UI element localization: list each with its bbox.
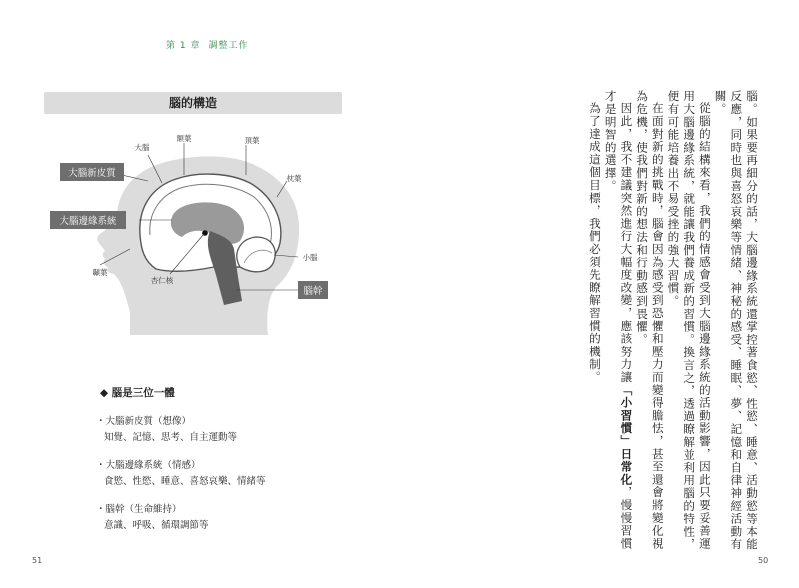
paragraph [602,90,633,562]
item-description: 意識、呼吸、循環調節等 [104,520,209,531]
page-number-right: 50 [758,556,769,565]
item-description: 知覺、記憶、思考、自主運動等 [104,432,238,443]
chapter-header [166,38,256,51]
highlight-phrase: 「小習慣」日常化 [619,383,634,486]
label-brainstem: 腦幹 [303,286,323,297]
chapter-number: 第 1 章 [166,41,201,51]
page-number-left: 51 [32,556,43,565]
item-title: ・大腦新皮質（想像） [96,416,192,427]
list-item [96,458,266,490]
item-description: 食慾、性慾、睡意、喜怒哀樂、情緒等 [104,476,266,487]
paragraph: 腦。如果要再細分的話，大腦邊緣系統還掌控著食慾、性慾、睡意、活動慾等本能反應，同時也與喜怒哀樂等情緒、神秘的感受、睡眠、夢、記憶和自律神經活動有關。 [713,90,759,551]
section-heading: ◆ 腦是三位一體 [100,387,175,399]
label-temporal-lobe: 顳葉 [92,268,108,277]
brain-parts-list [96,414,266,546]
chapter-title: 調整工作 [208,41,249,51]
list-item [96,414,266,446]
list-item [96,502,266,534]
label-cerebrum: 大腦 [134,143,150,152]
text-run: 因此，我不建議突然進行大幅度改變，應該努力讓 [619,101,634,384]
label-occipital-lobe: 枕葉 [286,174,302,183]
label-neocortex: 大腦新皮質 [68,168,116,179]
text-run: ，慢慢習慣才是明智的選擇。 [603,90,634,550]
label-amygdala: 杏仁核 [150,276,174,285]
figure-title: 腦的構造 [44,92,342,114]
item-title: ・腦幹（生命維持） [96,504,182,515]
paragraph: 為了達成這個目標，我們必須先瞭解習慣的機制。 [587,101,602,384]
vertical-body-text [586,90,759,562]
paragraph: 在面對新的挑戰時，腦會因為感受到恐懼和壓力而變得膽怯，甚至還會將變化視為危機，使我們對新的想法和行動感到畏懼。 [635,90,665,550]
brain-diagram [44,125,344,370]
paragraph: 從腦的結構來看，我們的情感會受到大腦邊緣系統的活動影響，因此只要妥善運用大腦邊緣系統，就能讓我們養成新的習慣。換言之，透過瞭解並利用腦的特性，便有可能培養出不易受挫的強大習慣。 [666,90,712,551]
label-cerebellum: 小腦 [302,253,318,262]
item-title: ・大腦邊緣系統（情感） [96,460,201,471]
label-frontal-lobe: 額葉 [176,134,192,143]
label-parietal-lobe: 頂葉 [244,136,260,145]
cerebellum [237,237,275,272]
amygdala-dot [202,230,208,236]
label-limbic-system: 大腦邊緣系統 [59,216,117,227]
